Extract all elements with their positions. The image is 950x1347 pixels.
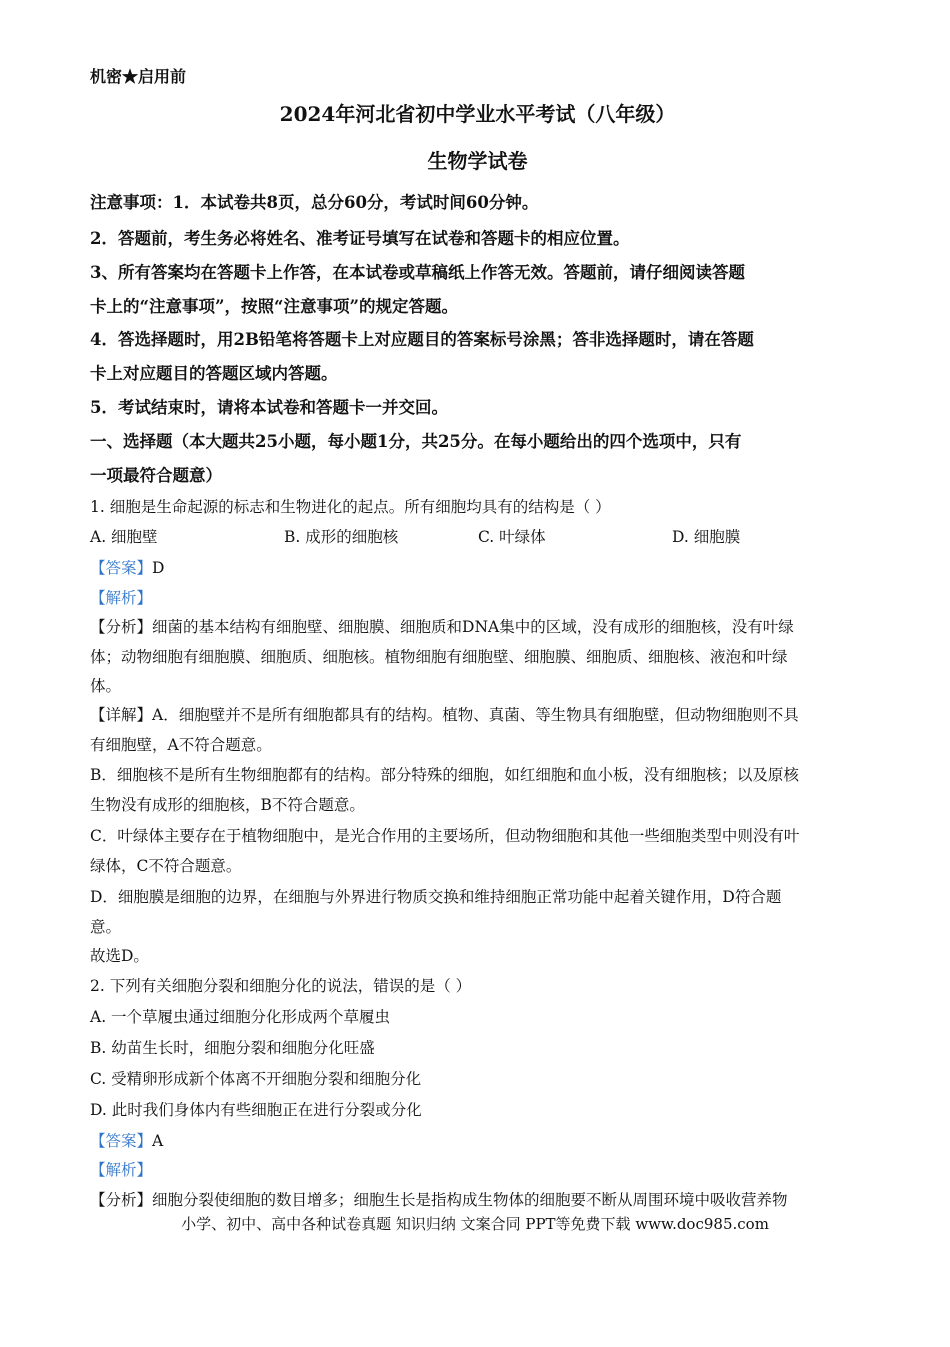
option-a: A. 一个草履虫通过细胞分化形成两个草履虫 — [90, 1008, 391, 1026]
answer-value: D — [152, 559, 165, 577]
detail-text: A．细胞壁并不是所有细胞都具有的结构。植物、真菌、等生物具有细胞壁，但动物细胞则不具 — [152, 706, 799, 724]
answer-tag: 【答案】 — [90, 1132, 153, 1150]
analysis-tag: 【解析】 — [90, 589, 153, 607]
option-b: B. 成形的细胞核 — [284, 528, 399, 546]
section-heading: 一、选择题（本大题共25小题，每小题1分，共25分。在每小题给出的四个选项中，只有 — [90, 432, 742, 451]
instruction-line: 卡上对应题目的答题区域内答题。 — [90, 364, 338, 383]
option-d: D. 细胞膜 — [672, 528, 741, 546]
section-heading-cont: 一项最符合题意） — [90, 466, 222, 485]
detail-line: B．细胞核不是所有生物细胞都有的结构。部分特殊的细胞，如红细胞和血小板，没有细胞核；以及原核 — [90, 766, 799, 784]
detail-line: 生物没有成形的细胞核，B不符合题意。 — [90, 796, 365, 814]
confidential-label: 机密★启用前 — [90, 67, 187, 86]
analysis-line — [90, 1188, 788, 1210]
answer-tag: 【答案】 — [90, 559, 153, 577]
option-b: B. 幼苗生长时，细胞分裂和细胞分化旺盛 — [90, 1039, 375, 1057]
question-stem: 2. 下列有关细胞分裂和细胞分化的说法，错误的是（ ） — [90, 977, 472, 995]
detail-line — [90, 703, 799, 725]
analysis-line: 体。 — [90, 677, 122, 695]
analysis-tag: 【解析】 — [90, 1161, 153, 1179]
detail-tag: 【详解】 — [90, 706, 153, 724]
option-c: C. 受精卵形成新个体离不开细胞分裂和细胞分化 — [90, 1070, 422, 1088]
answer-value: A — [152, 1132, 164, 1150]
analysis-line — [90, 615, 794, 637]
instruction-line: 5．考试结束时，请将本试卷和答题卡一并交回。 — [90, 398, 448, 417]
conclusion-line: 故选D。 — [90, 947, 149, 965]
detail-line: C．叶绿体主要存在于植物细胞中，是光合作用的主要场所，但动物细胞和其他一些细胞类型中则没有叶 — [90, 827, 800, 845]
fenxi-tag: 【分析】 — [90, 1191, 153, 1209]
fenxi-text: 细菌的基本结构有细胞壁、细胞膜、细胞质和DNA集中的区域，没有成形的细胞核，没有叶绿 — [152, 618, 794, 636]
fenxi-tag: 【分析】 — [90, 618, 153, 636]
question-stem: 1. 细胞是生命起源的标志和生物进化的起点。所有细胞均具有的结构是（ ） — [90, 498, 611, 516]
detail-line: 有细胞壁，A不符合题意。 — [90, 736, 272, 754]
instruction-line: 卡上的“注意事项”，按照“注意事项”的规定答题。 — [90, 297, 458, 316]
exam-title: 2024年河北省初中学业水平考试（八年级） — [279, 102, 676, 126]
instruction-line: 4．答选择题时，用2B铅笔将答题卡上对应题目的答案标号涂黑；答非选择题时，请在答题 — [90, 330, 754, 349]
option-a: A. 细胞壁 — [90, 528, 158, 546]
option-d: D. 此时我们身体内有些细胞正在进行分裂或分化 — [90, 1101, 422, 1119]
page-footer: 小学、初中、高中各种试卷真题 知识归纳 文案合同 PPT等免费下载 www.doc985.com — [181, 1215, 769, 1233]
option-c: C. 叶绿体 — [478, 528, 546, 546]
instruction-line: 注意事项：1．本试卷共8页，总分60分，考试时间60分钟。 — [90, 193, 539, 212]
detail-line: 绿体，C不符合题意。 — [90, 857, 242, 875]
answer-line — [90, 1129, 163, 1151]
answer-line — [90, 556, 164, 578]
exam-subtitle: 生物学试卷 — [427, 149, 528, 173]
detail-line: 意。 — [90, 918, 122, 936]
instruction-line: 2．答题前，考生务必将姓名、准考证号填写在试卷和答题卡的相应位置。 — [90, 229, 630, 248]
instruction-line: 3、所有答案均在答题卡上作答，在本试卷或草稿纸上作答无效。答题前，请仔细阅读答题 — [90, 263, 745, 282]
analysis-line: 体；动物细胞有细胞膜、细胞质、细胞核。植物细胞有细胞壁、细胞膜、细胞质、细胞核、液泡和叶绿 — [90, 648, 788, 666]
fenxi-text: 细胞分裂使细胞的数目增多；细胞生长是指构成生物体的细胞要不断从周围环境中吸收营养物 — [152, 1191, 788, 1209]
detail-line: D．细胞膜是细胞的边界，在细胞与外界进行物质交换和维持细胞正常功能中起着关键作用，D符合题 — [90, 888, 782, 906]
